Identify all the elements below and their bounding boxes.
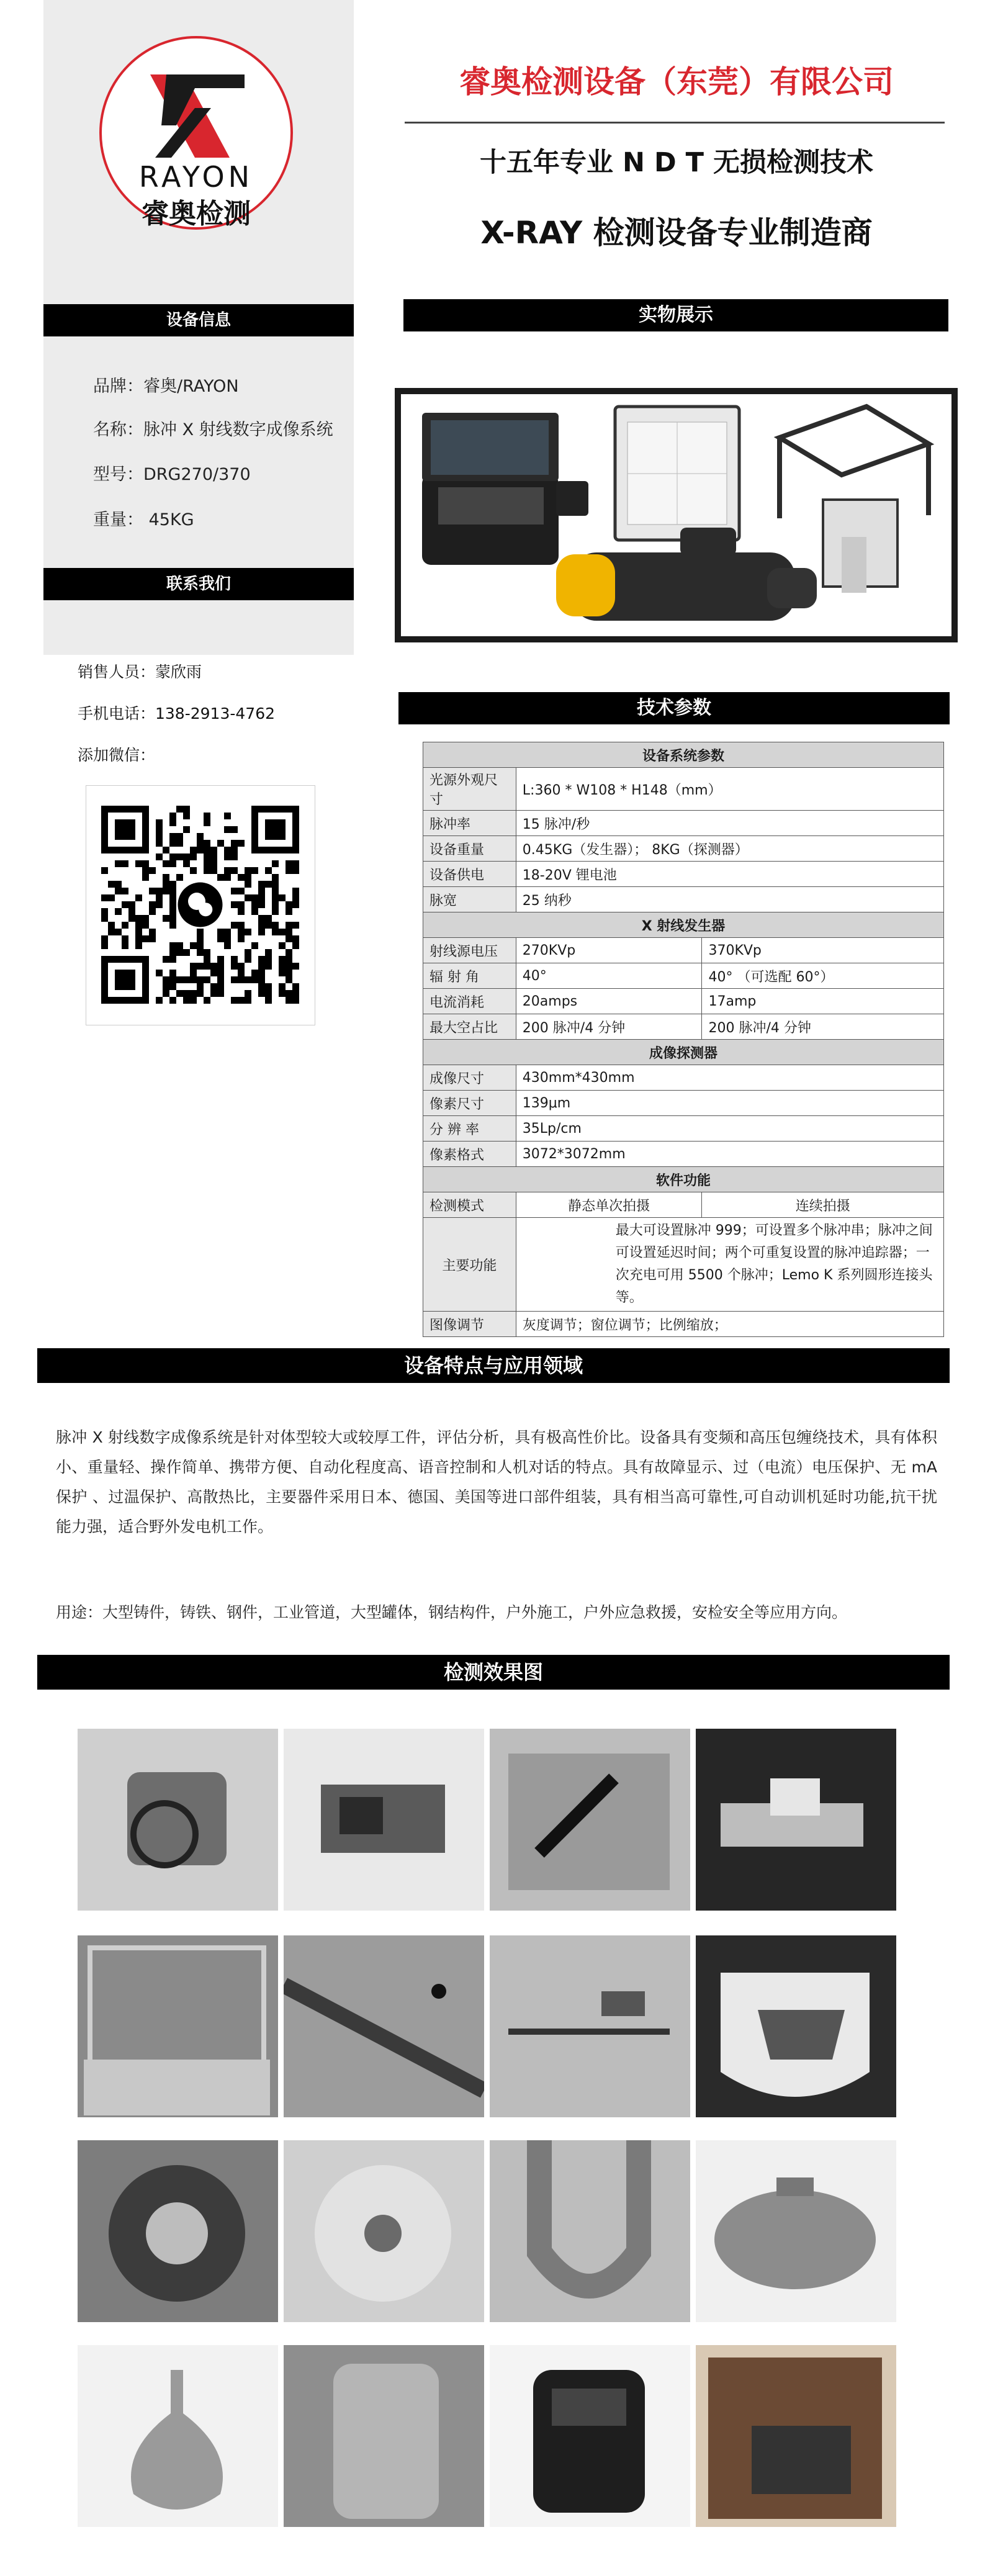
table-row: 设备供电 18-20V 锂电池: [423, 862, 944, 887]
results-heading: 检测效果图: [37, 1655, 950, 1690]
wechat-qr-code: [86, 785, 315, 1025]
company-name: 睿奥检测设备（东莞）有限公司: [459, 64, 894, 100]
features-paragraph: 脉冲 X 射线数字成像系统是针对体型较大或较厚工件，评估分析，具有极高性价比。设备具有变频和高压包缠绕技术，具有体积小、重量轻、操作简单、携带方便、自动化程度高、语音控制和人机对话的特点。具有故障显示、过（电流）电压保护、无 mA 保护 、过温保护、高散热比，主要器件采用日本、德国、美国等进口部件组装，具有相当高可靠性,可自动训机延时功能,抗干扰能力强，适合野外发电机工作。: [56, 1428, 937, 1536]
header-divider: [405, 122, 945, 124]
table-row: 成像尺寸 430mm*430mm: [423, 1065, 944, 1091]
table-row: 电流消耗 20amps 17amp: [423, 989, 944, 1014]
device-weight: 重量： 45KG: [93, 510, 194, 529]
device-info-heading: 设备信息: [43, 304, 354, 336]
contact-heading: 联系我们: [43, 568, 354, 600]
table-row: 脉冲率 15 脉冲/秒: [423, 811, 944, 836]
logo-brand-en: RAYON: [138, 160, 254, 194]
logo-brand-cn: 睿奥检测: [142, 198, 251, 230]
xray-result-image: [284, 2345, 484, 2527]
table-row: 辐 射 角 40° 40° （可选配 60°）: [423, 963, 944, 989]
xray-result-image: [490, 2345, 690, 2527]
table-row: 主要功能 最大可设置脉冲 999；可设置多个脉冲串；脉冲之间可设置延迟时间；两个可重复设置的脉冲追踪器；一次充电可用 5500 个脉冲；Lemo K 系列圆形连接头等。: [423, 1218, 944, 1312]
table-row: 设备重量 0.45KG（发生器）； 8KG（探测器）: [423, 836, 944, 862]
spec-group-generator: X 射线发生器: [423, 912, 944, 938]
spec-group-detector: 成像探测器: [423, 1040, 944, 1065]
product-photo: [395, 388, 958, 642]
xray-result-image: [696, 1729, 896, 1911]
xray-result-image: [490, 2140, 690, 2322]
table-row: 射线源电压 270KVp 370KVp: [423, 938, 944, 963]
features-heading: 设备特点与应用领域: [37, 1348, 950, 1383]
device-name: 名称：脉冲 X 射线数字成像系统: [93, 420, 333, 439]
xray-result-image: [490, 1935, 690, 2117]
xray-result-image: [78, 2345, 278, 2527]
company-logo: [99, 36, 293, 230]
xray-result-image: [490, 1729, 690, 1911]
qr-code-icon: [86, 786, 315, 1025]
table-row: 脉宽 25 纳秒: [423, 887, 944, 912]
spec-group-system: 设备系统参数: [423, 742, 944, 768]
spec-section-heading: 技术参数: [398, 692, 950, 724]
xray-result-image: [78, 2140, 278, 2322]
table-row: 光源外观尺寸 L:360 * W108 * H148（mm）: [423, 768, 944, 811]
product-photo-panel: [395, 388, 958, 642]
xray-result-image: [696, 1935, 896, 2117]
xray-result-image: [78, 1729, 278, 1911]
xray-result-image: [284, 2140, 484, 2322]
table-row: 像素格式 3072*3072mm: [423, 1142, 944, 1167]
usage-paragraph: 用途：大型铸件，铸铁、钢件，工业管道，大型罐体，钢结构件，户外施工，户外应急救援，安检安全等应用方向。: [56, 1603, 848, 1621]
table-row: 像素尺寸 139μm: [423, 1091, 944, 1116]
photo-section-heading: 实物展示: [403, 299, 948, 331]
slogan-ndt: 十五年专业 N D T 无损检测技术: [480, 147, 873, 178]
xray-result-image: [284, 1729, 484, 1911]
table-row: 检测模式 静态单次拍摄 连续拍摄: [423, 1192, 944, 1218]
table-row: 分 辨 率 35Lp/cm: [423, 1116, 944, 1142]
xray-result-image: [696, 2140, 896, 2322]
xray-result-image: [78, 1935, 278, 2117]
phone-number: 手机电话：138-2913-4762: [78, 705, 276, 723]
sales-person: 销售人员：蒙欣雨: [78, 663, 202, 681]
xray-result-image: [284, 1935, 484, 2117]
slogan-xray: X-RAY 检测设备专业制造商: [480, 215, 873, 251]
spec-group-software: 软件功能: [423, 1167, 944, 1192]
table-row: 图像调节 灰度调节；窗位调节；比例缩放；: [423, 1312, 944, 1337]
device-model: 型号：DRG270/370: [93, 465, 251, 484]
device-brand: 品牌：睿奥/RAYON: [93, 377, 239, 396]
xray-result-image: [696, 2345, 896, 2527]
table-row: 最大空占比 200 脉冲/4 分钟 200 脉冲/4 分钟: [423, 1014, 944, 1040]
spec-table: [423, 742, 944, 1337]
wechat-label: 添加微信：: [78, 746, 156, 764]
